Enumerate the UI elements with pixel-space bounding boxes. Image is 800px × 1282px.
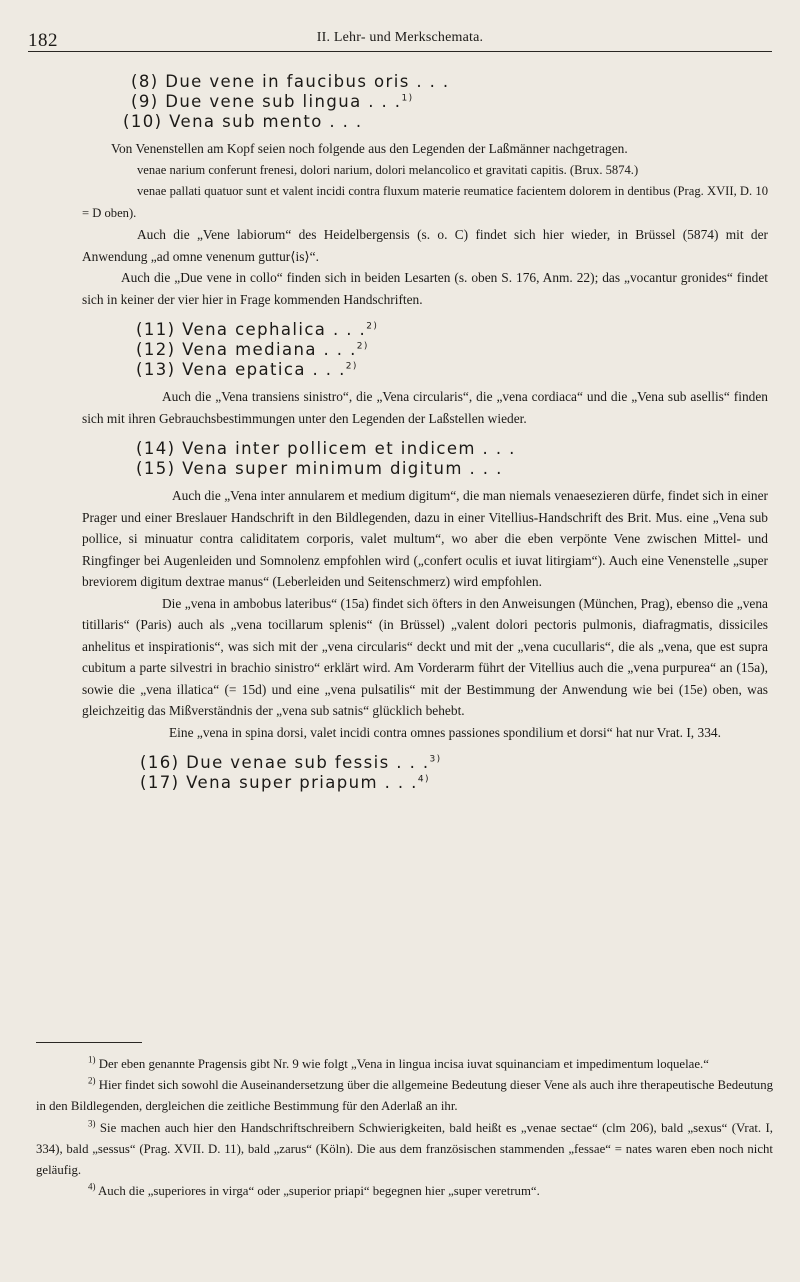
page-header	[28, 26, 772, 50]
page-body	[82, 72, 768, 793]
footnote-rule	[36, 1042, 142, 1043]
footnote-ref: 2)	[366, 321, 379, 332]
vein-entry: (16) Due venae sub fessis . . .$^{3)}$	[140, 753, 442, 772]
running-head: II. Lehr- und Merkschemata.	[316, 30, 484, 45]
footnotes	[36, 1054, 773, 1202]
paragraph: Auch die „Vene labiorum“ des Heidelbergensis (s. o. C) findet sich hier wieder, in Brüssel (5874) mit der Anwendung „ad omne venenum guttur⟨is⟩“.	[82, 227, 768, 264]
footnote: $^{4)}$ Auch die „superiores in virga“ oder „superior priapi“ begegnen hier „super veretrum“.	[88, 1181, 540, 1199]
footnote: $^{1)}$ Der eben genannte Pragensis gibt Nr. 9 wie folgt „Vena in lingua incisa iuvat squinanciam et impedimentum loquelae.“	[88, 1054, 709, 1071]
vein-entry: (13) Vena epatica . . .$^{2)}$	[136, 360, 358, 379]
vein-entry: (9) Due vene sub lingua . . .$^{1)}$	[131, 92, 414, 111]
quotation: venae pallati quatuor sunt et valent incidi contra fluxum materie reumatice facientem dolorem in dentibus (Prag. XVII, D. 10 = D oben).	[82, 184, 768, 220]
vein-entry: (14) Vena inter pollicem et indicem . . .	[136, 439, 516, 458]
footnote-ref: 1)	[401, 93, 414, 104]
footnote: $^{2)}$ Hier findet sich sowohl die Auseinandersetzung über die allgemeine Bedeutung dieser Vene als auch ihre therapeutische Bedeutung in den Bildlegenden, dergleichen die zeitliche Bestimmung für den Aderlaß an ihr.	[36, 1075, 773, 1114]
vein-entry: (15) Vena super minimum digitum . . .	[136, 459, 503, 478]
quotation: venae narium conferunt frenesi, dolori narium, dolori melancolico et gravitati capitis. (Brux. 5874.)	[137, 162, 639, 177]
footnote-ref: 2)	[345, 361, 358, 372]
header-rule	[28, 51, 772, 52]
vein-entry: (12) Vena mediana . . .$^{2)}$	[136, 340, 369, 359]
paragraph: Von Venenstellen am Kopf seien noch folgende aus den Legenden der Laßmänner nachgetragen.	[111, 141, 628, 156]
footnote-ref: 2)	[356, 341, 369, 352]
vein-entry: (17) Vena super priapum . . .$^{4)}$	[140, 773, 430, 792]
paragraph: Auch die „Due vene in collo“ finden sich in beiden Lesarten (s. oben S. 176, Anm. 22); das „vocantur gronides“ findet sich in keiner der vier hier in Frage kommenden Handschriften.	[82, 270, 768, 307]
page-number: 182	[28, 30, 58, 51]
footnote-ref: 3)	[429, 754, 442, 765]
vein-entry: (8) Due vene in faucibus oris . . .	[131, 72, 450, 91]
vein-entry: (10) Vena sub mento . . .	[123, 112, 363, 131]
paragraph: Die „vena in ambobus lateribus“ (15a) findet sich öfters in den Anweisungen (München, Prag), ebenso die „vena titillaris“ (Paris) auch als „vena tocillarum splenis“ (in Brüssel) „valent dolori pectoris pulmonis, diafragmatis, dissiciles anhelitus et inspirationis“, was sich mit der „vena circularis“ deckt und mit der „vena cucullaris“, die als „vena, que est supra cubitum a parte silvestri in brachio sinistro“ erklärt wird. Am Vorderarm führt der Vitellius auch die „vena purpurea“ an (15a), sowie die „vena illatica“ (= 15d) und eine „vena pulsatilis“ mit der Bestimmung der Anwendung wie bei (15e) oben, was gleichzeitig das Mißverständnis der „vena sub satnis“ glücklich behebt.	[82, 595, 768, 718]
paragraph: Eine „vena in spina dorsi, valet incidi contra omnes passiones spondilium et dorsi“ hat nur Vrat. I, 334.	[169, 724, 721, 740]
paragraph: Auch die „Vena inter annularem et medium digitum“, die man niemals venaesezieren dürfe, findet sich in einer Prager und einer Breslauer Handschrift in den Bildlegenden, dazu in einer Vitellius-Handschrift des Brit. Mus. eine „Vena sub pollice, si minuatur contra caliditatem corporis, valet multum“, wo aber die eben verpönte Vene zwischen Mittel- und Ringfinger bei Augenleiden und Somnolenz empfohlen wird („confert oculis et iuvat litirgiam“). Auch eine Venenstelle „super breviorem digitum dextrae manus“ (Leberleiden und Seitenschmerz) wird empfohlen.	[82, 488, 768, 589]
vein-entry: (11) Vena cephalica . . .$^{2)}$	[136, 320, 379, 339]
footnote-ref: 4)	[417, 774, 430, 785]
paragraph: Auch die „Vena transiens sinistro“, die „Vena circularis“, die „vena cordiaca“ und die „Vena sub asellis“ finden sich mit ihren Gebrauchsbestimmungen unter den Legenden der Laßstellen wieder.	[82, 389, 768, 426]
footnote: $^{3)}$ Sie machen auch hier den Handschriftschreibern Schwierigkeiten, bald heißt es „venae sectae“ (clm 206), bald „sexus“ (Vrat. I, 334), bald „sessus“ (Prag. XVII. D. 11), bald „zarus“ (Köln). Die aus dem französischen stammenden „fessae“ = nates waren eben noch nicht geläufig.	[36, 1118, 773, 1178]
